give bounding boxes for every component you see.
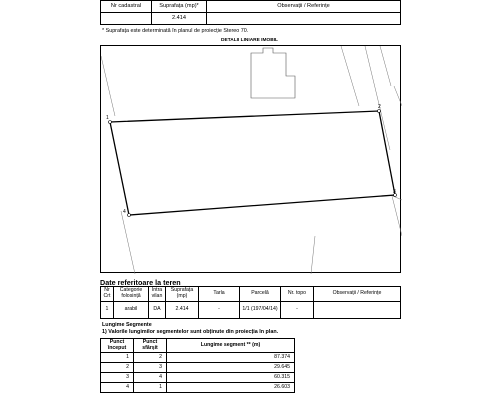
parcel-plan-drawing	[101, 46, 402, 274]
header-suprafata: Suprafața (mp)*	[152, 1, 207, 13]
segment-start: 1	[101, 353, 134, 363]
value-suprafata: 2.414	[152, 13, 207, 25]
vertex-label-3: 3	[393, 189, 396, 195]
vertex-marker	[109, 121, 112, 124]
segments-header: Punct sfârșit	[134, 339, 167, 353]
neighbour-line	[365, 46, 390, 150]
teren-header: Suprafața (mp)	[166, 287, 199, 302]
projection-note: * Suprafața este determinată în planul de proiecție Stereo 70.	[102, 28, 249, 34]
vertex-marker	[128, 214, 131, 217]
header-observatii: Observații / Referințe	[207, 1, 401, 13]
cadastral-summary-table	[100, 0, 401, 25]
teren-header: Tarla	[199, 287, 240, 302]
teren-header: Observații / Referințe	[314, 287, 401, 302]
teren-header: Nr. topo	[281, 287, 314, 302]
neighbour-line	[341, 46, 359, 106]
parcel-plan	[100, 45, 401, 273]
neighbour-line	[121, 211, 135, 274]
teren-cell: 2.414	[166, 301, 199, 318]
vertex-label-4: 4	[123, 209, 126, 215]
segments-subtitle: 1) Valorile lungimilor segmentelor sunt obținute din proiecția în plan.	[102, 329, 279, 335]
header-nr-cadastral: Nr cadastral	[101, 1, 152, 13]
segment-start: 4	[101, 383, 134, 393]
teren-header: Parcelă	[240, 287, 281, 302]
segments-title: Lungime Segmente	[102, 322, 152, 328]
teren-cell: -	[281, 301, 314, 318]
teren-section-title: Date referitoare la teren	[100, 278, 181, 287]
teren-cell: -	[199, 301, 240, 318]
teren-cell	[314, 301, 401, 318]
document-page	[94, 0, 405, 400]
segment-row	[101, 383, 295, 393]
segment-start: 2	[101, 363, 134, 373]
teren-cell: 1	[101, 301, 114, 318]
neighbour-line	[392, 196, 402, 236]
segments-table	[100, 338, 295, 393]
segment-end: 2	[134, 353, 167, 363]
value-observatii	[207, 13, 401, 25]
segment-length: 26.603	[167, 383, 295, 393]
parcel-boundary	[110, 111, 395, 215]
segments-header: Punct început	[101, 339, 134, 353]
segment-end: 4	[134, 373, 167, 383]
segment-row	[101, 363, 295, 373]
vertex-label-2: 2	[378, 104, 381, 110]
neighbour-line	[394, 86, 402, 106]
neighbour-line	[311, 236, 315, 274]
segment-end: 3	[134, 363, 167, 373]
teren-cell: arabil	[114, 301, 149, 318]
segment-row	[101, 353, 295, 363]
vertex-label-1: 1	[106, 115, 109, 121]
segment-length: 60.315	[167, 373, 295, 383]
teren-row	[101, 301, 401, 318]
segment-row	[101, 373, 295, 383]
diagram-title: DETALII LINIARE IMOBIL	[221, 38, 278, 43]
segments-header: Lungime segment ** (m)	[167, 339, 295, 353]
teren-table	[100, 286, 401, 319]
neighbour-line	[380, 46, 391, 86]
teren-header: Categorie folosință	[114, 287, 149, 302]
teren-header: Intra vilan	[149, 287, 166, 302]
teren-cell: 1/1 (197/04/14)	[240, 301, 281, 318]
value-nr-cadastral	[101, 13, 152, 25]
neighbour-line	[101, 56, 115, 116]
segment-end: 1	[134, 383, 167, 393]
segment-length: 87.374	[167, 353, 295, 363]
building-outline	[251, 48, 295, 98]
teren-header: Nr Crt	[101, 287, 114, 302]
segment-length: 29.645	[167, 363, 295, 373]
segment-start: 3	[101, 373, 134, 383]
teren-cell: DA	[149, 301, 166, 318]
